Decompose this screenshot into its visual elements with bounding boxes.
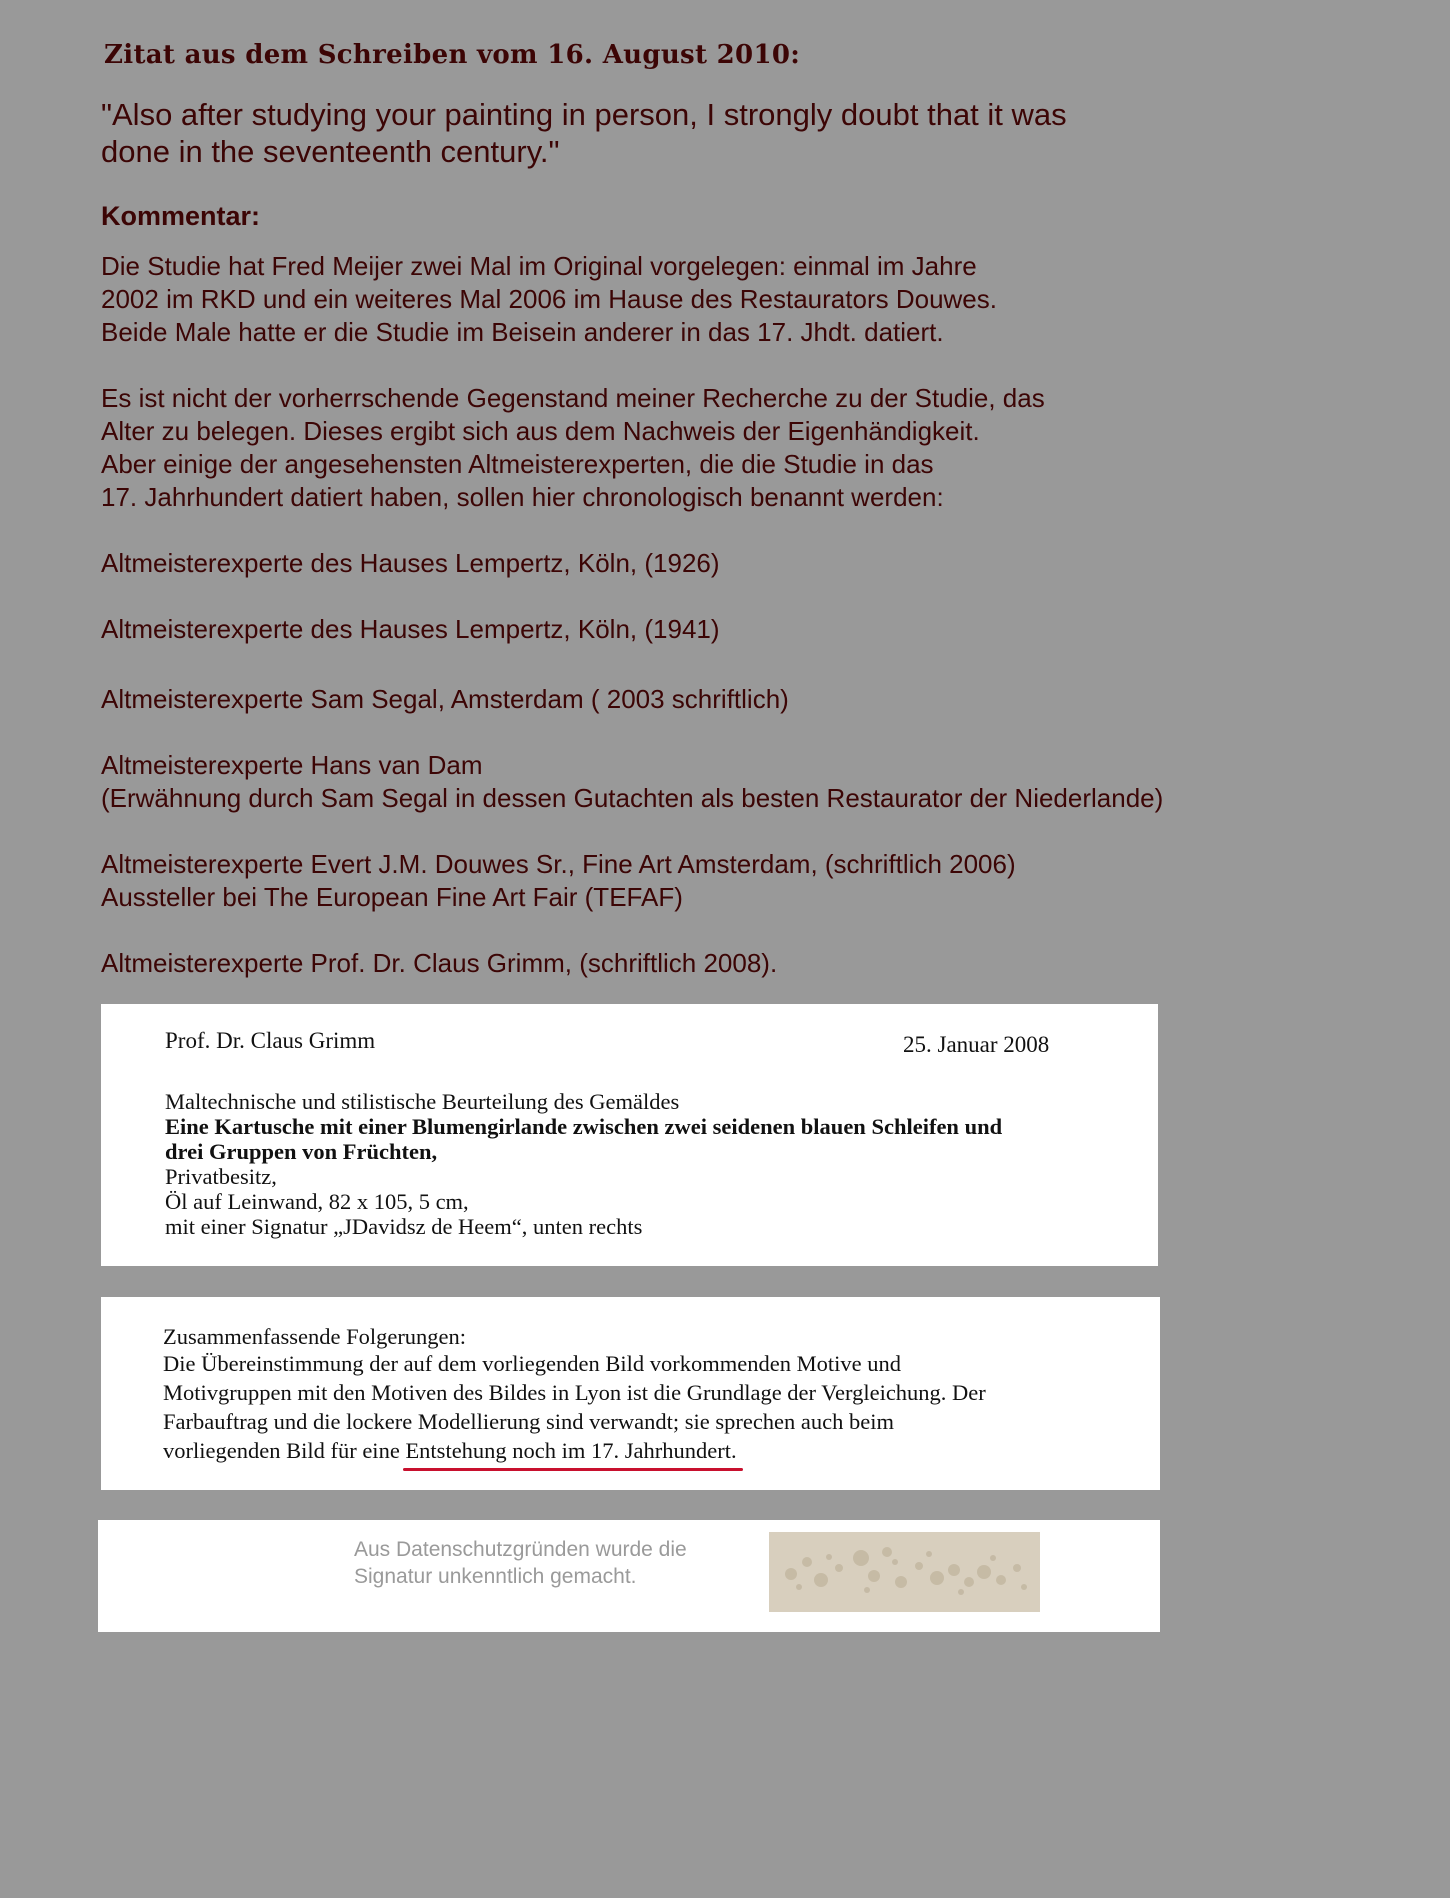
conclusion-line [163,1438,737,1463]
conclusion-heading: Zusammenfassende Folgerungen: [163,1324,467,1349]
letter-quote-heading: Zitat aus dem Schreiben vom 16. August 2010: [104,40,801,70]
painting-detail-line: Öl auf Leinwand, 82 x 105, 5 cm, [165,1189,469,1214]
expert-entry [101,947,777,980]
quote-block [101,96,1067,170]
conclusion-line: Farbauftrag und die lockere Modellierung sind verwandt; sie sprechen auch beim [163,1409,895,1434]
painting-title-line: drei Gruppen von Früchten, [165,1139,438,1164]
document-subject: Maltechnische und stilistische Beurteilung des Gemäldes [165,1089,680,1114]
expert-line: Altmeisterexperte Prof. Dr. Claus Grimm, (schriftlich 2008). [101,948,778,978]
comment-label: Kommentar: [101,201,261,231]
expert-line: Aussteller bei The European Fine Art Fair (TEFAF) [101,882,683,912]
paragraph-line: 17. Jahrhundert datiert haben, sollen hier chronologisch benannt werden: [101,482,944,512]
paragraph-line: Es ist nicht der vorherrschende Gegenstand meiner Recherche zu der Studie, das [101,383,1045,413]
painting-detail-line: mit einer Signatur „JDavidsz de Heem“, unten rechts [165,1214,643,1239]
expert-entry [101,683,789,716]
conclusion-text: vorliegenden Bild für eine [163,1438,406,1463]
document-excerpt-conclusion [101,1297,1160,1490]
paragraph-line: Aber einige der angesehensten Altmeisterexperten, die die Studie in das [101,449,934,479]
blurred-signature-image [769,1532,1040,1612]
paragraph-line: 2002 im RKD und ein weiteres Mal 2006 im Hause des Restaurators Douwes. [101,284,997,314]
underlined-conclusion: Entstehung noch im 17. Jahrhundert. [405,1438,737,1463]
privacy-note-line: Signatur unkenntlich gemacht. [354,1565,637,1588]
paragraph-line: Beide Male hatte er die Studie im Beisein anderer in das 17. Jhdt. datiert. [101,317,944,347]
expert-line: Altmeisterexperte Sam Segal, Amsterdam ( 2003 schriftlich) [101,684,789,714]
expert-entry [101,613,720,646]
expert-entry [101,749,1163,815]
expert-entry [101,547,720,580]
signature-panel [98,1520,1160,1632]
expert-line: Altmeisterexperte Hans van Dam [101,750,483,780]
expert-line: (Erwähnung durch Sam Segal in dessen Gutachten als besten Restaurator der Niederlande) [101,783,1164,813]
paragraph-line: Alter zu belegen. Dieses ergibt sich aus dem Nachweis der Eigenhändigkeit. [101,416,980,446]
painting-detail-line: Privatbesitz, [165,1164,277,1189]
document-date: 25. Januar 2008 [903,1032,1050,1057]
privacy-note [354,1536,687,1590]
expert-line: Altmeisterexperte des Hauses Lempertz, Köln, (1926) [101,548,720,578]
quote-line: "Also after studying your painting in person, I strongly doubt that it was [101,97,1067,132]
expert-entry [101,848,1016,914]
expert-line: Altmeisterexperte des Hauses Lempertz, Köln, (1941) [101,614,720,644]
conclusion-line: Die Übereinstimmung der auf dem vorliegenden Bild vorkommenden Motive und [163,1351,901,1376]
painting-title-line: Eine Kartusche mit einer Blumengirlande zwischen zwei seidenen blauen Schleifen und [165,1114,1003,1139]
comment-paragraph-1 [101,250,997,349]
expert-line: Altmeisterexperte Evert J.M. Douwes Sr., Fine Art Amsterdam, (schriftlich 2006) [101,849,1016,879]
document-excerpt-header [101,1004,1158,1266]
document-author: Prof. Dr. Claus Grimm [165,1028,376,1053]
quote-line: done in the seventeenth century." [101,134,560,169]
paragraph-line: Die Studie hat Fred Meijer zwei Mal im Original vorgelegen: einmal im Jahre [101,251,977,281]
privacy-note-line: Aus Datenschutzgründen wurde die [354,1538,687,1561]
conclusion-line: Motivgruppen mit den Motiven des Bildes in Lyon ist die Grundlage der Vergleichung. Der [163,1380,986,1405]
comment-paragraph-2 [101,382,1045,514]
blurred-signature-graphic [769,1532,1040,1612]
